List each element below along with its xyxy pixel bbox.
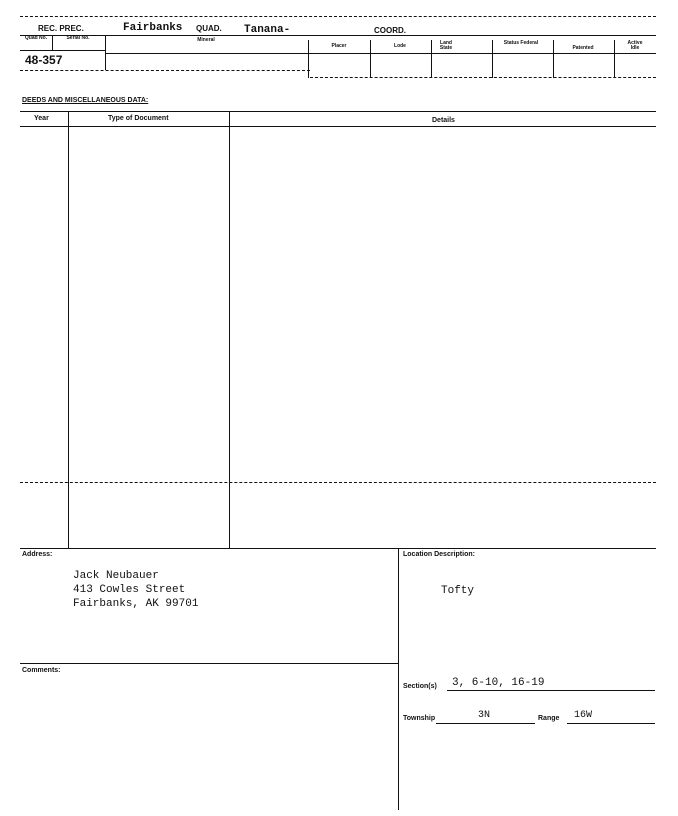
quad-label: QUAD. xyxy=(196,24,222,33)
col-quad-no: Quad No. xyxy=(24,35,48,41)
record-bottom-line xyxy=(20,70,310,71)
col-active-idle: Active Idle xyxy=(627,40,643,51)
deeds-header-line xyxy=(20,126,656,127)
deeds-bottom-line xyxy=(20,548,656,549)
col-serial-no: Serial No. xyxy=(66,35,90,41)
quad-header-underline xyxy=(20,50,106,51)
rule-v xyxy=(105,35,106,70)
quad-value: Fairbanks xyxy=(123,22,183,34)
deeds-dashed-line xyxy=(20,482,656,483)
rule-v xyxy=(553,40,554,78)
address-line-3: Fairbanks, AK 99701 xyxy=(73,598,199,610)
center-rule xyxy=(398,548,399,810)
range-underline xyxy=(567,723,655,724)
col-year: Year xyxy=(34,115,49,122)
sections-underline xyxy=(447,690,655,691)
comments-top-line xyxy=(20,663,398,664)
address-line-2: 413 Cowles Street xyxy=(73,584,186,596)
range-value: 16W xyxy=(574,710,593,721)
range-label: Range xyxy=(538,715,560,722)
col-land-state: Land State xyxy=(439,40,453,51)
address-label: Address: xyxy=(22,551,53,558)
sections-label: Section(s) xyxy=(403,683,437,690)
deeds-top-line xyxy=(20,111,656,112)
address-line-1: Jack Neubauer xyxy=(73,570,159,582)
col-type: Type of Document xyxy=(108,115,169,122)
rule-v xyxy=(52,35,53,50)
rec-prec-label: REC. PREC. xyxy=(38,24,84,33)
mineral-header-underline xyxy=(106,53,656,54)
location-label: Location Description: xyxy=(403,551,475,558)
rule-v xyxy=(370,40,371,78)
township-value: 3N xyxy=(478,710,491,721)
col-patented: Patented xyxy=(572,45,594,51)
township-underline xyxy=(436,723,535,724)
township-label: Township xyxy=(403,715,436,722)
rule-v xyxy=(614,40,615,78)
header-row-line xyxy=(20,35,656,36)
sections-value: 3, 6-10, 16-19 xyxy=(452,677,545,689)
col-placer: Placer xyxy=(331,43,347,49)
rule-v xyxy=(308,40,309,78)
col-details: Details xyxy=(432,117,455,124)
col-lode: Lode xyxy=(394,43,406,49)
coord-label: COORD. xyxy=(374,26,406,35)
deeds-title: DEEDS AND MISCELLANEOUS DATA: xyxy=(22,97,149,104)
rule-v xyxy=(492,40,493,78)
rule-v xyxy=(431,40,432,78)
col-status-federal: Status Federal xyxy=(503,40,539,46)
location-value: Tofty xyxy=(441,585,475,597)
comments-label: Comments: xyxy=(22,667,61,674)
header-top-line xyxy=(20,16,656,17)
extra-value: Tanana- xyxy=(244,24,291,36)
status-bottom-line xyxy=(310,77,656,78)
record-number: 48-357 xyxy=(25,53,63,67)
col-mineral: Mineral xyxy=(197,37,215,43)
